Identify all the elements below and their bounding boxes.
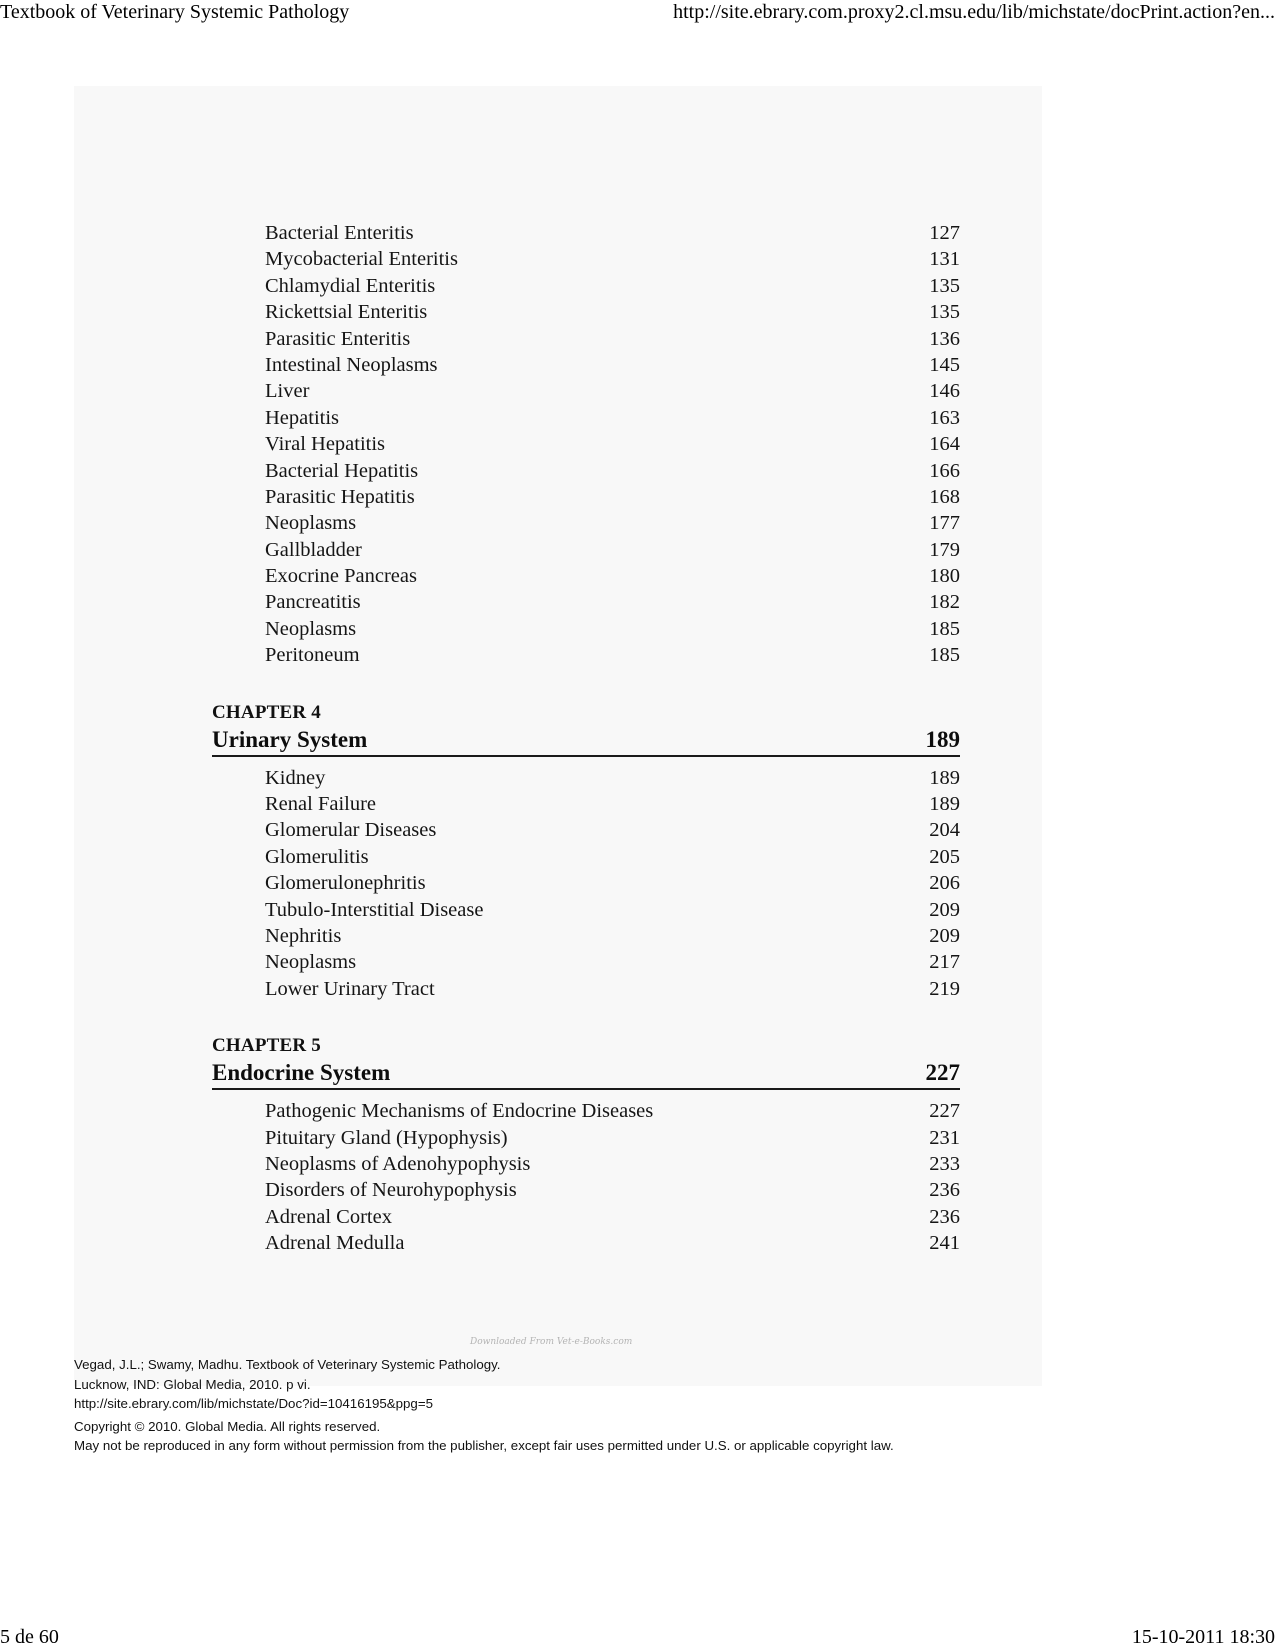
- toc-entry-page: 241: [929, 1232, 960, 1255]
- toc-entry-title: Renal Failure: [265, 793, 377, 816]
- toc-entry-title: Adrenal Cortex: [265, 1205, 392, 1228]
- print-header: [0, 0, 1275, 24]
- copyright-line: Copyright © 2010. Global Media. All rights reserved.: [74, 1418, 381, 1434]
- toc-entry-title: Glomerulitis: [265, 845, 369, 868]
- chapter-entries: [212, 765, 960, 1003]
- toc-entry-page: 219: [929, 977, 960, 1000]
- toc-entry: [212, 299, 960, 325]
- toc-entry: [212, 616, 960, 642]
- chapter-label: CHAPTER 5: [212, 1035, 321, 1057]
- toc-entry-page: 236: [929, 1179, 960, 1202]
- toc-entry-title: Parasitic Hepatitis: [265, 485, 415, 508]
- toc-entry-page: 233: [929, 1152, 960, 1175]
- toc-entry-title: Liver: [265, 380, 310, 403]
- toc-entry: [212, 897, 960, 923]
- citation-block: [74, 1355, 894, 1456]
- toc-entry-page: 131: [929, 248, 960, 271]
- toc-entry-page: 231: [929, 1126, 960, 1149]
- page-indicator: 5 de 60: [0, 1626, 59, 1648]
- toc-lead-entries: [212, 220, 960, 669]
- toc-entry-page: 164: [929, 433, 960, 456]
- toc-entry-page: 209: [929, 924, 960, 947]
- toc-entry-page: 209: [929, 898, 960, 921]
- document-title: Textbook of Veterinary Systemic Pathology: [0, 1, 350, 23]
- toc-entry: [212, 844, 960, 870]
- chapter-heading: [212, 1058, 960, 1090]
- toc-entry: [212, 563, 960, 589]
- toc-entry-page: 189: [929, 793, 960, 816]
- toc-entry-page: 180: [929, 565, 960, 588]
- toc-entry: [212, 589, 960, 615]
- toc-entry: [212, 765, 960, 791]
- toc-entry-page: 127: [929, 222, 960, 244]
- toc-entry: [212, 273, 960, 299]
- toc-entry-title: Neoplasms of Adenohypophysis: [265, 1152, 531, 1175]
- toc-entry-title: Neoplasms: [265, 951, 357, 974]
- chapter-page-number: 189: [925, 726, 960, 752]
- toc-entry: [212, 1125, 960, 1151]
- toc-entry: [212, 458, 960, 484]
- toc-entry: [212, 923, 960, 949]
- toc-entry-title: Adrenal Medulla: [265, 1232, 405, 1255]
- toc-entry: [212, 870, 960, 896]
- toc-entry-title: Kidney: [265, 766, 326, 789]
- toc-entry-title: Intestinal Neoplasms: [265, 353, 438, 376]
- toc-entry: [212, 791, 960, 817]
- toc-entry: [212, 405, 960, 431]
- usage-notice: May not be reproduced in any form without permission from the publisher, except fair uses permitted under U.S. or applicable copyright law.: [74, 1438, 894, 1453]
- toc-entry: [212, 1151, 960, 1177]
- toc-entry-page: 182: [929, 591, 960, 614]
- toc-entry-page: 227: [929, 1100, 960, 1123]
- toc-entry: [212, 642, 960, 668]
- toc-entry-title: Disorders of Neurohypophysis: [265, 1179, 517, 1202]
- toc-entry-title: Pancreatitis: [265, 591, 361, 614]
- table-of-contents: [212, 220, 960, 1257]
- chapter-5-section: [212, 1034, 960, 1256]
- toc-entry-page: 236: [929, 1205, 960, 1228]
- toc-entry-title: Neoplasms: [265, 512, 357, 535]
- toc-entry-page: 204: [929, 819, 960, 842]
- page-url: http://site.ebrary.com.proxy2.cl.msu.edu/lib/michstate/docPrint.action?en...: [673, 1, 1275, 23]
- toc-entry: [212, 378, 960, 404]
- toc-entry-title: Exocrine Pancreas: [265, 565, 417, 588]
- toc-entry-page: 189: [929, 766, 960, 789]
- chapter-title: Endocrine System: [212, 1060, 391, 1086]
- chapter-4-section: [212, 701, 960, 1003]
- toc-entry: [212, 484, 960, 510]
- toc-entry-title: Lower Urinary Tract: [265, 977, 435, 1000]
- toc-entry-page: 179: [929, 538, 960, 561]
- chapter-label: CHAPTER 4: [212, 701, 321, 723]
- toc-entry-title: Viral Hepatitis: [265, 433, 386, 456]
- toc-entry-page: 185: [929, 617, 960, 640]
- toc-entry: [212, 246, 960, 272]
- toc-entry-page: 217: [929, 951, 960, 974]
- toc-entry: [212, 220, 960, 246]
- chapter-title: Urinary System: [212, 726, 368, 752]
- toc-entry-title: Pathogenic Mechanisms of Endocrine Diseases: [265, 1100, 654, 1123]
- toc-entry: [212, 510, 960, 536]
- citation-link[interactable]: http://site.ebrary.com/lib/michstate/Doc?id=10416195&ppg=5: [74, 1396, 433, 1411]
- toc-entry-page: 145: [929, 353, 960, 376]
- toc-entry-title: Bacterial Enteritis: [265, 222, 414, 244]
- toc-entry-page: 136: [929, 327, 960, 350]
- toc-entry-title: Glomerulonephritis: [265, 872, 426, 895]
- toc-entry: [212, 352, 960, 378]
- toc-entry-title: Hepatitis: [265, 406, 340, 429]
- toc-entry: [212, 1230, 960, 1256]
- toc-entry-title: Bacterial Hepatitis: [265, 459, 419, 482]
- toc-entry-title: Gallbladder: [265, 538, 362, 561]
- watermark: Downloaded From Vet-e-Books.com: [470, 1337, 633, 1347]
- chapter-heading: [212, 725, 960, 757]
- toc-entry-page: 206: [929, 872, 960, 895]
- toc-entry: [212, 949, 960, 975]
- toc-entry: [212, 1098, 960, 1124]
- toc-entry: [212, 326, 960, 352]
- toc-entry-title: Pituitary Gland (Hypophysis): [265, 1126, 508, 1149]
- toc-entry-page: 185: [929, 644, 960, 667]
- toc-entry-title: Parasitic Enteritis: [265, 327, 411, 350]
- citation-authors: Vegad, J.L.; Swamy, Madhu. Textbook of Veterinary Systemic Pathology.: [74, 1357, 501, 1372]
- toc-entry-title: Nephritis: [265, 924, 342, 947]
- toc-entry: [212, 1204, 960, 1230]
- toc-entry-page: 135: [929, 301, 960, 324]
- toc-entry-title: Rickettsial Enteritis: [265, 301, 428, 324]
- citation-publisher: Lucknow, IND: Global Media, 2010. p vi.: [74, 1376, 311, 1392]
- toc-entry-page: 168: [929, 485, 960, 508]
- toc-entry: [212, 976, 960, 1002]
- toc-entry-title: Glomerular Diseases: [265, 819, 437, 842]
- print-datetime: 15-10-2011 18:30: [1131, 1626, 1275, 1648]
- toc-entry-page: 166: [929, 459, 960, 482]
- toc-entry-page: 177: [929, 512, 960, 535]
- toc-entry-title: Tubulo-Interstitial Disease: [265, 898, 484, 921]
- chapter-page-number: 227: [925, 1060, 960, 1086]
- toc-entry-page: 205: [929, 845, 960, 868]
- toc-entry: [212, 537, 960, 563]
- chapter-entries: [212, 1098, 960, 1256]
- print-footer: [0, 1626, 1275, 1650]
- toc-entry-page: 135: [929, 274, 960, 297]
- toc-entry-title: Chlamydial Enteritis: [265, 274, 436, 297]
- toc-entry-title: Neoplasms: [265, 617, 357, 640]
- toc-entry: [212, 1177, 960, 1203]
- toc-entry-title: Mycobacterial Enteritis: [265, 248, 458, 271]
- toc-entry: [212, 431, 960, 457]
- toc-entry-page: 163: [929, 406, 960, 429]
- toc-entry-title: Peritoneum: [265, 644, 360, 667]
- toc-entry: [212, 817, 960, 843]
- toc-entry-page: 146: [929, 380, 960, 403]
